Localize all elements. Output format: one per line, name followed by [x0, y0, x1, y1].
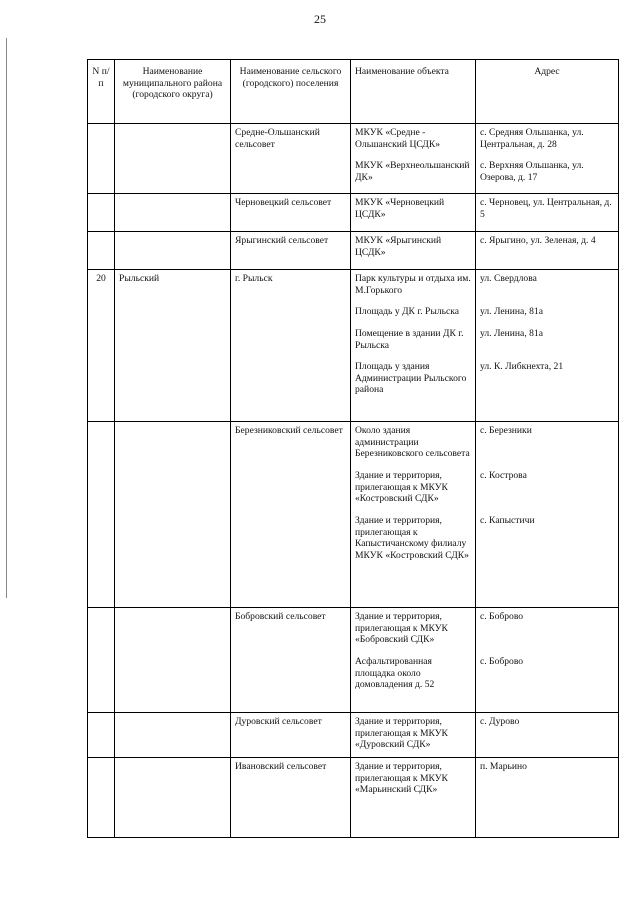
object-name: Площадь у ДК г. Рыльска: [355, 306, 459, 317]
cell-settlement: Ярыгинский сельсовет: [231, 232, 351, 270]
table-row: [88, 608, 619, 713]
cell-district: [115, 232, 231, 270]
object-address: с. Ярыгино, ул. Зеленая, д. 4: [480, 235, 596, 246]
cell-settlement: Дуровский сельсовет: [231, 713, 351, 758]
cell-num: [88, 758, 115, 838]
object-address: с. Березники: [480, 425, 532, 436]
object-name: МКУК «Верхнеольшанский ДК»: [355, 160, 470, 183]
cell-settlement: Черновецкий сельсовет: [231, 194, 351, 232]
cell-address: [476, 194, 619, 232]
table-row: [88, 422, 619, 608]
object-address: с. Дурово: [480, 716, 520, 727]
object-address: с. Верхняя Ольшанка, ул. Озерова, д. 17: [480, 160, 584, 183]
object-address: с. Средняя Ольшанка, ул. Центральная, д. 28: [480, 127, 584, 150]
object-name: МКУК «Черновецкий ЦСДК»: [355, 197, 445, 220]
cell-district: [115, 194, 231, 232]
objects-table: [87, 59, 619, 838]
cell-settlement: Ивановский сельсовет: [231, 758, 351, 838]
cell-num: [88, 422, 115, 608]
object-name: Помещение в здании ДК г. Рыльска: [355, 328, 464, 351]
header-district: Наименование муниципального района (городского округа): [115, 60, 231, 124]
cell-object: [351, 422, 476, 608]
cell-settlement: г. Рыльск: [231, 270, 351, 422]
cell-settlement: Средне-Ольшанский сельсовет: [231, 124, 351, 194]
object-name: МКУК «Ярыгинский ЦСДК»: [355, 235, 442, 258]
cell-address: [476, 713, 619, 758]
cell-object: [351, 270, 476, 422]
object-name: Около здания администрации Березниковского сельсовета: [355, 425, 470, 460]
margin-rule: [6, 38, 7, 598]
cell-district: [115, 422, 231, 608]
cell-address: [476, 270, 619, 422]
cell-address: [476, 758, 619, 838]
object-name: Здание и территория, прилегающая к МКУК «Марьинский СДК»: [355, 761, 448, 796]
header-object: Наименование объекта: [351, 60, 476, 124]
table-body: [88, 124, 619, 838]
object-address: ул. Ленина, 81а: [480, 306, 543, 317]
object-address: ул. Ленина, 81а: [480, 328, 543, 339]
cell-address: [476, 232, 619, 270]
cell-district: [115, 758, 231, 838]
object-address: ул. Свердлова: [480, 273, 537, 284]
object-address: с. Боброво: [480, 611, 524, 622]
cell-district: [115, 124, 231, 194]
cell-object: [351, 713, 476, 758]
cell-object: [351, 194, 476, 232]
cell-num: 20: [88, 270, 115, 422]
table-row: [88, 194, 619, 232]
cell-num: [88, 713, 115, 758]
table-row: [88, 270, 619, 422]
object-address: с. Капыстичи: [480, 515, 535, 526]
table-row: [88, 758, 619, 838]
object-address: с. Черновец, ул. Центральная, д. 5: [480, 197, 612, 220]
cell-object: [351, 124, 476, 194]
object-name: Здание и территория, прилегающая к Капыстичанскому филиалу МКУК «Костровский СДК»: [355, 515, 469, 562]
header-settlement: Наименование сельского (городского) поселения: [231, 60, 351, 124]
header-address: Адрес: [476, 60, 619, 124]
cell-object: [351, 758, 476, 838]
cell-num: [88, 232, 115, 270]
cell-settlement: Бобровский сельсовет: [231, 608, 351, 713]
object-name: Парк культуры и отдыха им. М.Горького: [355, 273, 471, 296]
object-address: ул. К. Либкнехта, 21: [480, 361, 564, 372]
cell-num: [88, 608, 115, 713]
object-name: Здание и территория, прилегающая к МКУК «Дуровский СДК»: [355, 716, 448, 751]
page-number: 25: [314, 12, 326, 26]
table-row: [88, 713, 619, 758]
cell-object: [351, 232, 476, 270]
object-name: Здание и территория, прилегающая к МКУК «Костровский СДК»: [355, 470, 448, 505]
cell-address: [476, 124, 619, 194]
cell-district: [115, 608, 231, 713]
cell-num: [88, 124, 115, 194]
object-address: с. Боброво: [480, 656, 524, 667]
object-name: Здание и территория, прилегающая к МКУК «Бобровский СДК»: [355, 611, 448, 646]
table-header-row: [88, 60, 619, 124]
cell-district: [115, 713, 231, 758]
object-name: Площадь у здания Администрации Рыльского района: [355, 361, 467, 396]
cell-settlement: Березниковский сельсовет: [231, 422, 351, 608]
table-row: [88, 124, 619, 194]
object-name: МКУК «Средне - Ольшанский ЦСДК»: [355, 127, 441, 150]
object-address: с. Кострова: [480, 470, 527, 481]
cell-district: Рыльский: [115, 270, 231, 422]
table-row: [88, 232, 619, 270]
header-num: N п/п: [88, 60, 115, 124]
object-name: Асфальтированная площадка около домовладения д. 52: [355, 656, 435, 691]
cell-address: [476, 422, 619, 608]
cell-object: [351, 608, 476, 713]
object-address: п. Марьино: [480, 761, 527, 772]
cell-address: [476, 608, 619, 713]
cell-num: [88, 194, 115, 232]
